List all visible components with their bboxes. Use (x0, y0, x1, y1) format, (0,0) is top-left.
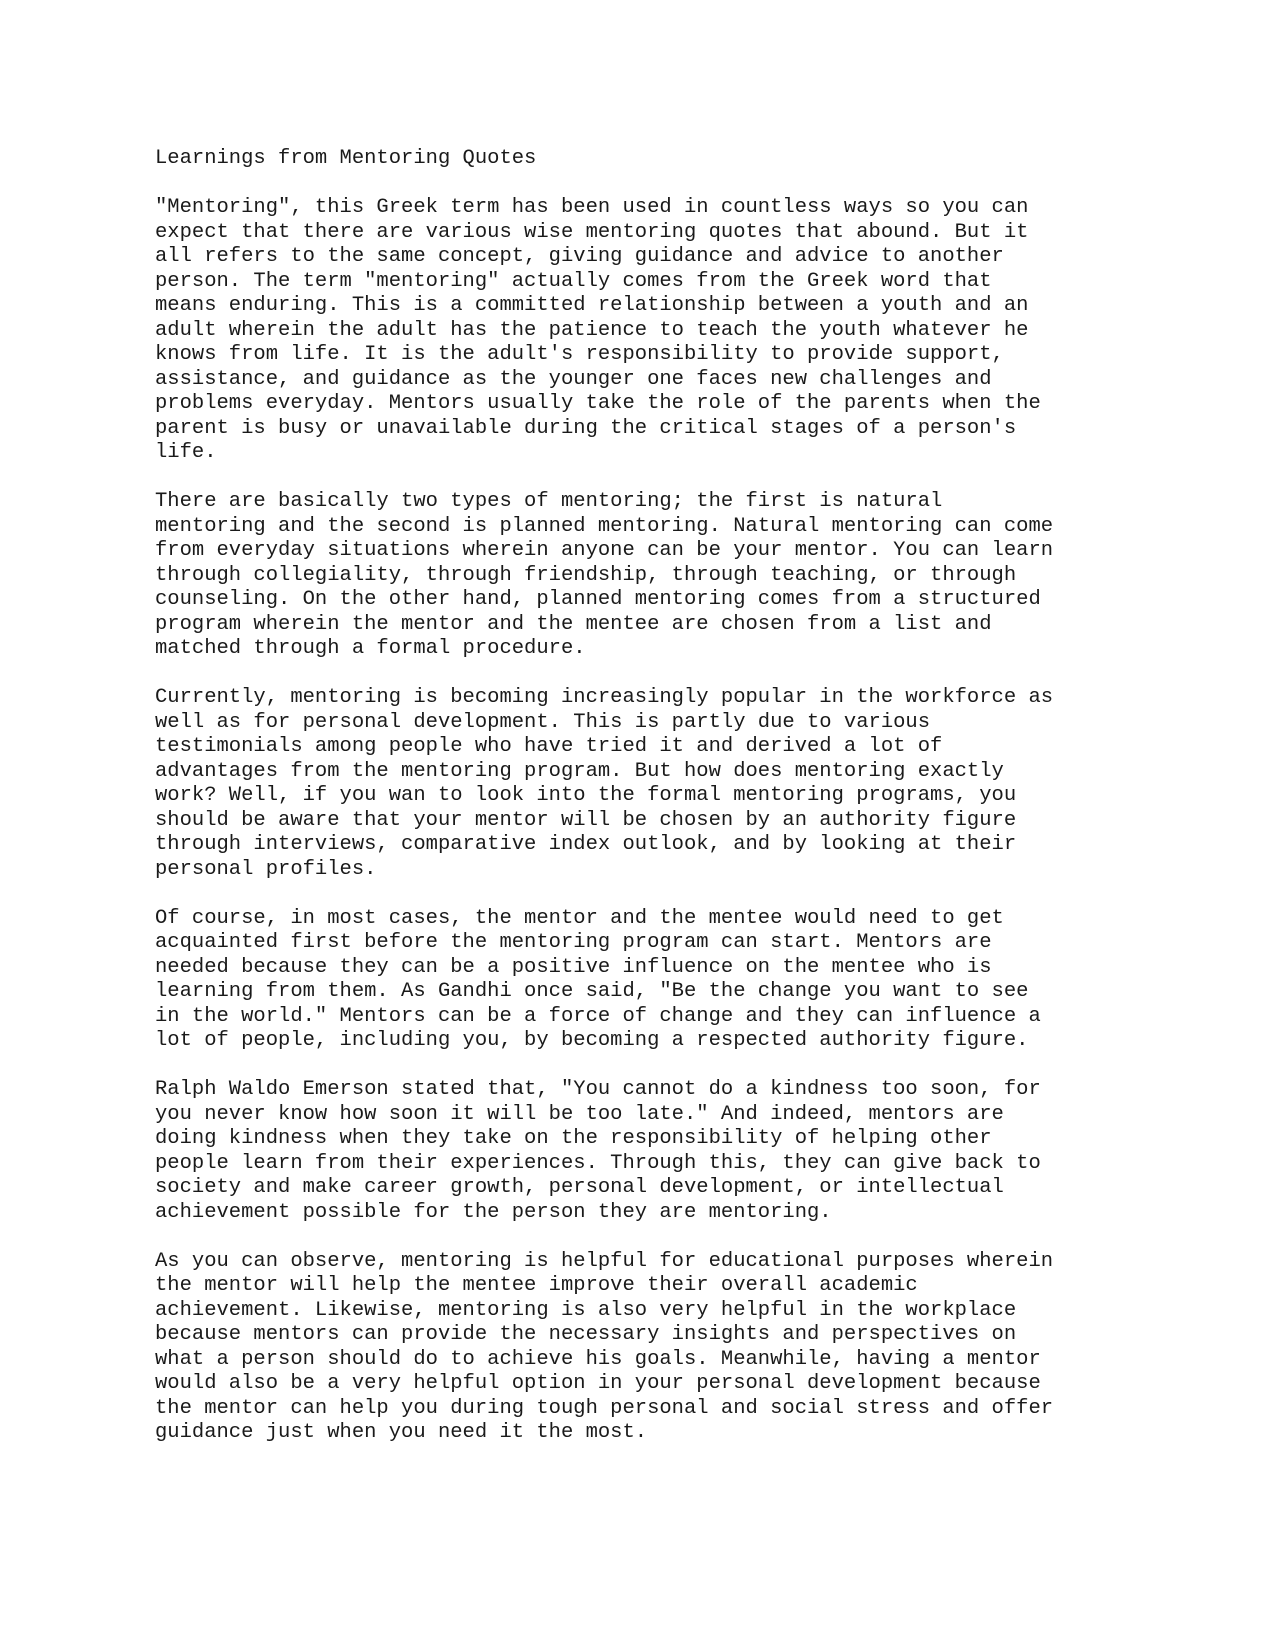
paragraph-line: work? Well, if you wan to look into the formal mentoring programs, you (155, 784, 1017, 807)
paragraph-line: As you can observe, mentoring is helpful for educational purposes wherein (155, 1249, 1054, 1273)
paragraph-line: matched through a formal procedure. (155, 637, 586, 660)
paragraph-line: learning from them. As Gandhi once said, "Be the change you want to see (155, 980, 1029, 1003)
paragraph-line: you never know how soon it will be too late." And indeed, mentors are (155, 1102, 1004, 1126)
paragraph-line: through interviews, comparative index outlook, and by looking at their (155, 833, 1017, 856)
paragraph-line: well as for personal development. This is partly due to various (155, 710, 931, 734)
paragraph-line: what a person should do to achieve his goals. Meanwhile, having a mentor (155, 1347, 1041, 1371)
paragraph-line: people learn from their experiences. Through this, they can give back to (155, 1151, 1041, 1175)
paragraph-line: Ralph Waldo Emerson stated that, "You cannot do a kindness too soon, for (155, 1078, 1041, 1101)
paragraph-5 (155, 1078, 1135, 1225)
paragraph-line: program wherein the mentor and the mentee are chosen from a list and (155, 612, 992, 636)
paragraph-line: person. The term "mentoring" actually comes from the Greek word that (155, 269, 992, 293)
paragraph-1 (155, 196, 1135, 466)
paragraph-line: Currently, mentoring is becoming increasingly popular in the workforce as (155, 686, 1054, 709)
paragraph-line: guidance just when you need it the most. (155, 1421, 648, 1444)
paragraph-line: parent is busy or unavailable during the critical stages of a person's (155, 416, 1017, 440)
paragraph-line: all refers to the same concept, giving guidance and advice to another (155, 245, 1004, 268)
paragraph-line: from everyday situations wherein anyone can be your mentor. You can learn (155, 539, 1054, 562)
paragraph-line: should be aware that your mentor will be chosen by an authority figure (155, 808, 1017, 832)
paragraph-line: because mentors can provide the necessary insights and perspectives on (155, 1323, 1017, 1346)
paragraph-line: lot of people, including you, by becoming a respected authority figure. (155, 1029, 1029, 1052)
paragraph-line: testimonials among people who have tried it and derived a lot of (155, 735, 943, 758)
document-title: Learnings from Mentoring Quotes (155, 147, 537, 170)
paragraph-line: achievement possible for the person they are mentoring. (155, 1200, 832, 1224)
paragraph-line: society and make career growth, personal development, or intellectual (155, 1176, 1004, 1199)
paragraph-4 (155, 907, 1135, 1054)
paragraph-line: There are basically two types of mentoring; the first is natural (155, 490, 943, 513)
paragraph-2 (155, 490, 1135, 662)
paragraph-3 (155, 686, 1135, 882)
paragraph-line: through collegiality, through friendship, through teaching, or through (155, 563, 1017, 587)
paragraph-line: problems everyday. Mentors usually take the role of the parents when the (155, 392, 1041, 415)
paragraph-line: would also be a very helpful option in your personal development because (155, 1372, 1041, 1395)
document-page (155, 147, 1135, 1470)
paragraph-line: personal profiles. (155, 857, 377, 881)
paragraph-line: assistance, and guidance as the younger one faces new challenges and (155, 367, 992, 391)
paragraph-line: doing kindness when they take on the responsibility of helping other (155, 1127, 992, 1150)
paragraph-line: counseling. On the other hand, planned mentoring comes from a structured (155, 588, 1041, 611)
paragraph-line: expect that there are various wise mentoring quotes that abound. But it (155, 220, 1029, 244)
paragraph-line: life. (155, 441, 217, 464)
paragraph-line: needed because they can be a positive influence on the mentee who is (155, 955, 992, 979)
paragraph-line: advantages from the mentoring program. But how does mentoring exactly (155, 759, 1004, 783)
paragraph-line: means enduring. This is a committed relationship between a youth and an (155, 294, 1029, 317)
paragraph-line: the mentor can help you during tough personal and social stress and offer (155, 1396, 1054, 1420)
paragraph-line: adult wherein the adult has the patience to teach the youth whatever he (155, 318, 1029, 342)
paragraph-6 (155, 1250, 1135, 1446)
paragraph-line: in the world." Mentors can be a force of change and they can influence a (155, 1004, 1041, 1028)
paragraph-line: acquainted first before the mentoring program can start. Mentors are (155, 931, 992, 954)
paragraph-line: Of course, in most cases, the mentor and the mentee would need to get (155, 906, 1004, 930)
paragraph-line: "Mentoring", this Greek term has been used in countless ways so you can (155, 196, 1029, 219)
paragraph-line: mentoring and the second is planned mentoring. Natural mentoring can come (155, 514, 1054, 538)
paragraph-line: the mentor will help the mentee improve their overall academic (155, 1274, 918, 1297)
paragraph-line: knows from life. It is the adult's responsibility to provide support, (155, 343, 1004, 366)
paragraph-line: achievement. Likewise, mentoring is also very helpful in the workplace (155, 1298, 1017, 1322)
